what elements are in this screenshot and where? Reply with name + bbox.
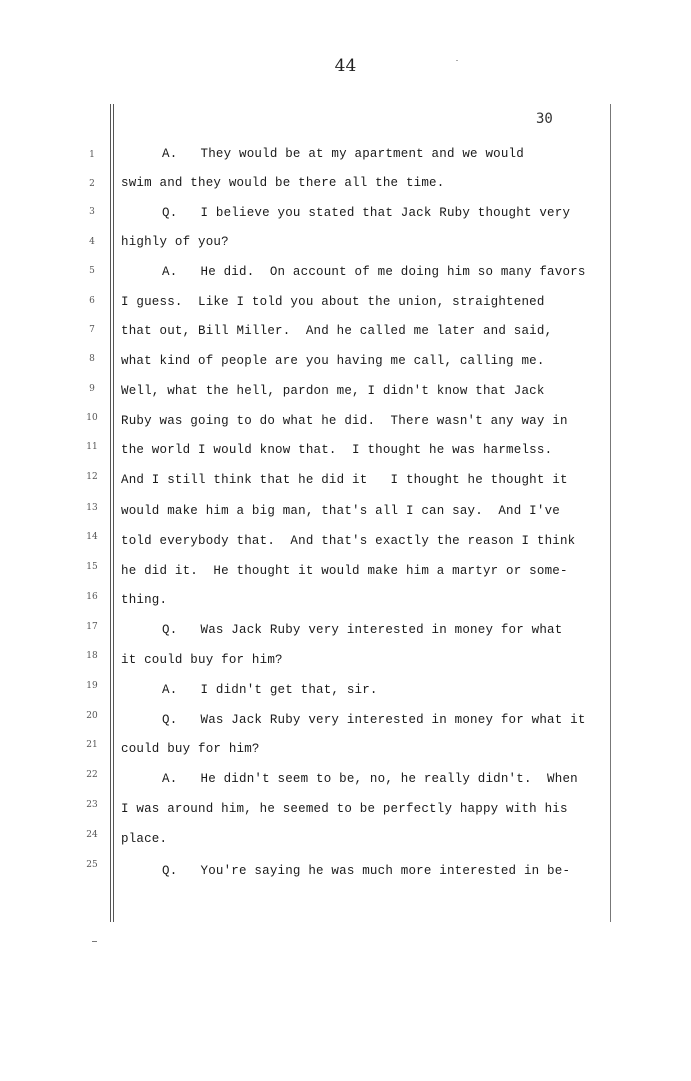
right-margin-rule: [610, 104, 611, 922]
line-number: 11: [86, 442, 98, 452]
transcript-line: A. He did. On account of me doing him so many favors: [162, 265, 586, 279]
left-margin-rule-inner: [113, 104, 114, 922]
transcript-line: what kind of people are you having me call, calling me.: [121, 354, 545, 368]
line-number: 21: [86, 740, 98, 750]
line-number: 4: [89, 237, 95, 247]
transcript-line: A. He didn't seem to be, no, he really didn't. When: [162, 772, 578, 786]
transcript-line: it could buy for him?: [121, 653, 283, 667]
line-number: 6: [89, 296, 95, 306]
transcript-line: would make him a big man, that's all I can say. And I've: [121, 504, 560, 518]
transcript-line: swim and they would be there all the time.: [121, 176, 445, 190]
transcript-line: could buy for him?: [121, 742, 260, 756]
speck: [456, 60, 458, 61]
line-number: 3: [89, 207, 95, 217]
line-number: 1: [89, 150, 95, 160]
left-margin-rule: [110, 104, 111, 922]
transcript-line: thing.: [121, 593, 168, 607]
line-number: 9: [89, 384, 95, 394]
transcript-line: And I still think that he did it I thought he thought it: [121, 473, 568, 487]
line-number: 5: [89, 266, 95, 276]
line-number: 23: [86, 800, 98, 810]
line-number: 24: [86, 830, 98, 840]
transcript-line: that out, Bill Miller. And he called me later and said,: [121, 324, 553, 338]
line-number: 8: [89, 354, 95, 364]
transcript-line: Q. Was Jack Ruby very interested in money for what it: [162, 713, 586, 727]
transcript-line: Q. I believe you stated that Jack Ruby thought very: [162, 206, 571, 220]
line-number: 15: [86, 562, 98, 572]
transcript-line: A. I didn't get that, sir.: [162, 683, 378, 697]
transcript-page-number: 30: [536, 111, 553, 127]
transcript-line: Q. Was Jack Ruby very interested in money for what: [162, 623, 563, 637]
transcript-line: he did it. He thought it would make him a martyr or some-: [121, 564, 568, 578]
line-number: 7: [89, 325, 95, 335]
line-number: 10: [86, 413, 98, 423]
line-number: 2: [89, 179, 95, 189]
transcript-line: A. They would be at my apartment and we would: [162, 147, 524, 161]
line-number: 19: [86, 681, 98, 691]
transcript-line: the world I would know that. I thought he was harmelss.: [121, 443, 553, 457]
transcript-line: place.: [121, 832, 168, 846]
transcript-line: Q. You're saying he was much more interested in be-: [162, 864, 571, 878]
line-number: 20: [86, 711, 98, 721]
line-number: 22: [86, 770, 98, 780]
line-number: 13: [86, 503, 98, 513]
transcript-line: told everybody that. And that's exactly the reason I think: [121, 534, 576, 548]
page-number: 44: [334, 56, 357, 76]
transcript-line: I guess. Like I told you about the union, straightened: [121, 295, 545, 309]
line-number: 25: [86, 860, 98, 870]
line-number: 18: [86, 651, 98, 661]
transcript-line: Well, what the hell, pardon me, I didn't know that Jack: [121, 384, 545, 398]
line-number: 14: [86, 532, 98, 542]
transcript-line: I was around him, he seemed to be perfectly happy with his: [121, 802, 568, 816]
transcript-line: Ruby was going to do what he did. There wasn't any way in: [121, 414, 568, 428]
margin-mark: [92, 941, 97, 942]
transcript-line: highly of you?: [121, 235, 229, 249]
line-number: 12: [86, 472, 98, 482]
line-number: 16: [86, 592, 98, 602]
line-number: 17: [86, 622, 98, 632]
